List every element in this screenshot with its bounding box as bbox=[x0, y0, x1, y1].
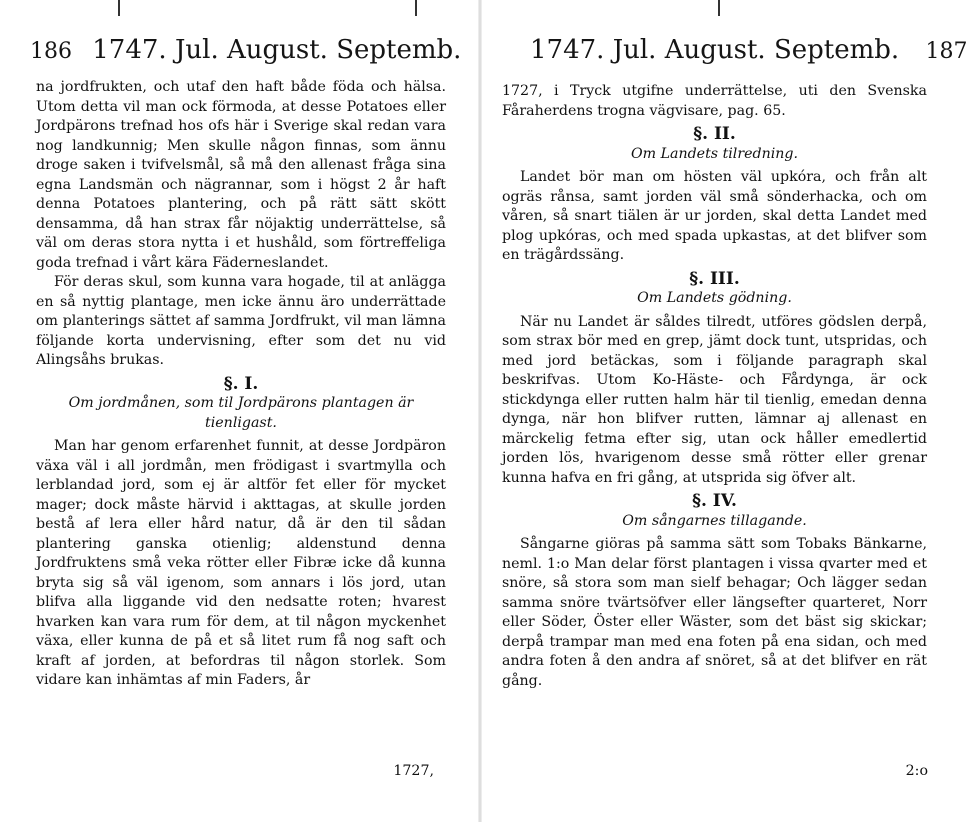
left-running-head-text: 1747. Jul. August. Septemb. bbox=[92, 35, 462, 65]
page-edge-mark bbox=[118, 0, 120, 16]
section-title: Om Landets tilredning. bbox=[630, 145, 799, 162]
section-heading: §. III. bbox=[689, 268, 740, 289]
paragraph: Landet bör man om hösten väl upkóra, och från alt ogräs rånsa, samt jorden väl små sönderhacka, och om våren, så snart tiälen är ur jorden, skal detta Landet med plog upkóras, och med spada upkastas, at det blifver som en trägårdssäng. bbox=[502, 169, 927, 263]
section-heading: §. II. bbox=[693, 124, 736, 144]
section-heading: §. IV. bbox=[692, 491, 737, 511]
left-page-number: 186 bbox=[30, 39, 72, 64]
paragraph: Man har genom erfarenhet funnit, at desse Jordpäron växa väl i all jordmån, men frödigast i svartmylla och lerblandad jord, som ej är altför fet eller för mycket mager; dock måste härvid i akttagas, at skulle jorden bestå af lera eller hård natur, då är den til sådan plantering ganska otienlig; aldenstund denna Jordfruktens små veka rötter eller Fibræ icke då kunna bryta sig så väl igenom, som annars i lös jord, utan blifva alla liggande vid den nedsatte roten; hvarest hvarken kan vara rum för dem, at til någon myckenhet växa, eller kunna de på et så litet rum få nog saft och kraft af jorden, at befordras til någon storlek. Som vidare kan inhämtas af min Faders, år bbox=[36, 438, 446, 688]
right-running-head bbox=[530, 30, 967, 70]
left-running-head bbox=[30, 30, 461, 70]
right-page-text bbox=[502, 82, 927, 691]
section-heading: §. I. bbox=[223, 373, 259, 394]
page-edge-mark bbox=[415, 0, 417, 16]
section-title: Om jordmånen, som til Jordpärons plantagen är tienligast. bbox=[68, 395, 414, 431]
paragraph: na jordfrukten, och utaf den haft både föda och hälsa. Utom detta vil man ock förmoda, at desse Potatoes eller Jordpärons trefnad hos ofs här i Sverige skal redan vara nog landkunnig; Men skulle någon finnas, som ännu droge saken i tvifvelsmål, så må den allenast fråga sina egna Landsmän och nägrannar, som i högst 2 år haft denna Potatoes plantering, och på rätt sätt skött densamma, då han strax får nöjaktig underrättelse, så väl om deras stora nytta i et hushåld, som förtreffeliga goda trefnad i vårt kära Fäderneslandet. bbox=[36, 79, 446, 271]
right-running-head-text: 1747. Jul. August. Septemb. bbox=[530, 35, 900, 65]
page-edge-mark bbox=[718, 0, 720, 16]
paragraph: Sångarne giöras på samma sätt som Tobaks Bänkarne, neml. 1:o Man delar först plantagen i vissa qvarter med et snöre, så stora som man sielf behagar; Och lägger sedan samma snöre tvärtsöfver eller längsefter quarteret, Norr eller Söder, Öster eller Wäster, som det bäst sig skickar; derpå trampar man med ena foten på ena sidan, och med andra foten å den andra af snöret, så at det blifver en rät gång. bbox=[502, 536, 927, 689]
right-page-number: 187 bbox=[925, 39, 967, 64]
section-title: Om sångarnes tillagande. bbox=[622, 512, 807, 529]
paragraph: 1727, i Tryck utgifne underrättelse, uti den Svenska Fåraherdens trogna vägvisare, pag. 65. bbox=[502, 83, 927, 119]
right-page bbox=[480, 0, 967, 822]
paragraph: För deras skul, som kunna vara hogade, til at anlägga en så nyttig plantage, men icke ännu äro underrättade om planterings sättet af samma Jordfrukt, vil man lämna följande korta undervisning, efter som det nu vid Alingsåhs brukas. bbox=[36, 274, 446, 368]
catchword: 2:o bbox=[905, 763, 928, 779]
left-page-text bbox=[36, 78, 446, 691]
section-title: Om Landets gödning. bbox=[637, 290, 792, 306]
catchword: 1727, bbox=[393, 763, 434, 779]
paragraph: När nu Landet är såldes tilredt, utföres gödslen derpå, som strax bör med en grep, jämt dock tunt, utspridas, och med jord betäckas, som i följande paragraph skal beskrifvas. Utom Ko-Häste- och Fårdynga, är ock stickdynga eller rutten halm här til tienlig, emedan denna dynga, när hon blifver rutten, lämnar aj allenast en märckelig fetma efter sig, utan ock håller emedlertid jorden lös, hvarigenom desse små rötter eller grenar kunna hafva en fri gång, at utsprida sig öfver alt. bbox=[502, 313, 927, 486]
left-page bbox=[0, 0, 480, 822]
